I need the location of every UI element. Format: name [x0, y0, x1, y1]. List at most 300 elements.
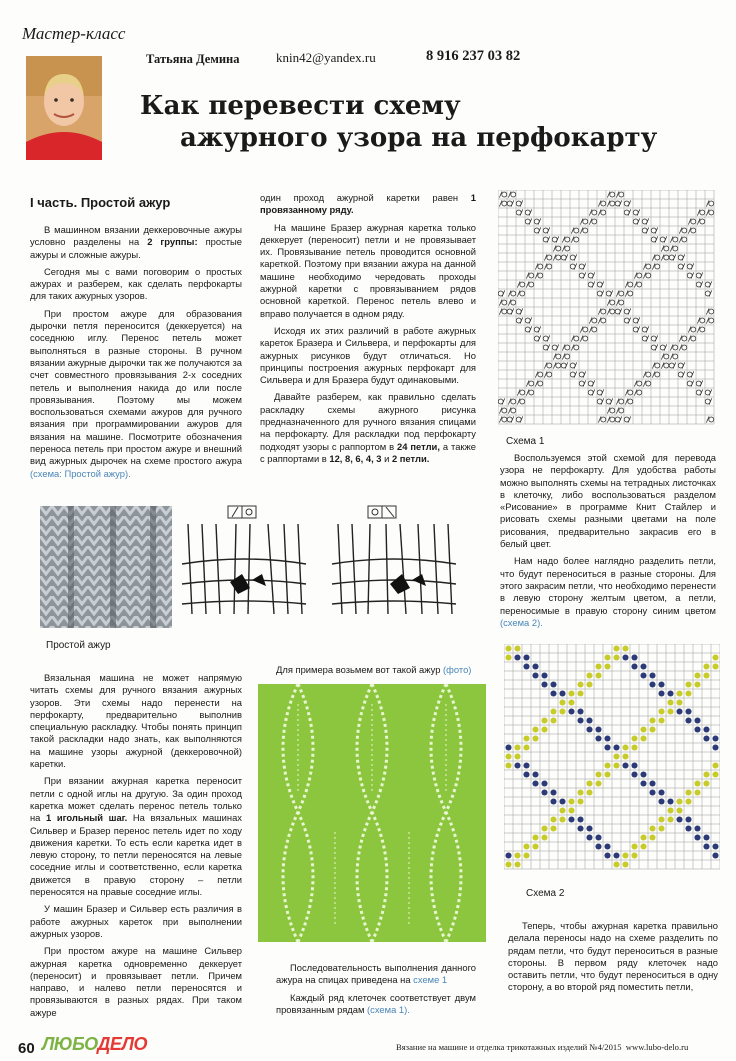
chart-left-transfer	[613, 645, 619, 651]
chart-left-transfer	[712, 771, 718, 777]
text: Для примера возьмем вот такой ажур	[276, 664, 441, 675]
chart-left-transfer	[541, 726, 547, 732]
chart-left-transfer	[631, 843, 637, 849]
text-bold: 1 игольный шаг.	[46, 812, 128, 824]
chart-left-transfer	[568, 798, 574, 804]
chart-right-transfer	[613, 744, 619, 750]
text: Нам надо более наглядно разделить петли, что будут переноситься в разные стороны. Для этого закрасим петли, что необходимо перенести в левую сторону желтым цветом, а петли, переносимые в правую сторону синим цветом	[500, 555, 716, 616]
chart-right-transfer	[685, 816, 691, 822]
chart-left-transfer	[649, 825, 655, 831]
simple-lace-caption: Простой ажур	[46, 640, 111, 651]
chart-right-transfer	[559, 690, 565, 696]
col1-text-top	[30, 224, 242, 485]
chart-left-transfer	[595, 663, 601, 669]
text: При простом ажуре для образования дырочки петля переносится (деккеруется) на соседнюю иглу. Перенос петель может выполняться в разные стороны. В ручном вязании ажурные дырочки так же получаются за счет совместного провязывания 2-х соседних петель и выполнения накида до или после провязывания. Поэтому мы можем воспользоваться схемами ажуров для ручного вязания при программировании ажуров для вязания на машине. Посмотрите обозначения переноса петель при простом ажуре и внешний вид ажурных дырочек на схеме простого ажура	[30, 307, 242, 467]
chart-left-transfer	[667, 807, 673, 813]
chart-yarn-over	[511, 192, 516, 197]
chart-yarn-over	[673, 354, 678, 359]
chart-yarn-over	[547, 264, 552, 269]
chart-yarn-over	[646, 372, 651, 377]
chart-left-transfer	[640, 834, 646, 840]
chart-left-transfer	[712, 762, 718, 768]
chart-right-transfer	[658, 681, 664, 687]
chart-right-transfer	[505, 852, 511, 858]
logo-part-2: ДЕЛО	[97, 1034, 147, 1054]
chart-left-transfer	[523, 744, 529, 750]
chart-left-transfer	[514, 861, 520, 867]
chart-left-transfer	[523, 735, 529, 741]
chart-right-transfer	[532, 771, 538, 777]
chart-yarn-over	[709, 417, 714, 422]
chart-yarn-over	[511, 399, 516, 404]
chart-right-transfer	[595, 735, 601, 741]
chart-right-transfer	[712, 852, 718, 858]
simple-lace-photo	[40, 506, 172, 628]
chart-right-transfer	[541, 672, 547, 678]
chart-yarn-over	[610, 192, 615, 197]
photo-link[interactable]: (фото)	[443, 664, 472, 675]
chart-yarn-over	[502, 300, 507, 305]
scheme-2-grid	[504, 644, 720, 874]
chart-yarn-over	[709, 309, 714, 314]
chart-left-transfer	[568, 807, 574, 813]
chart-left-transfer	[505, 654, 511, 660]
chart-left-transfer	[505, 762, 511, 768]
chart-left-transfer	[559, 699, 565, 705]
page-number: 60	[18, 1040, 35, 1057]
chart-left-transfer	[712, 654, 718, 660]
chart-yarn-over	[709, 210, 714, 215]
chart-right-transfer	[694, 717, 700, 723]
text-bold: 2 группы:	[147, 236, 198, 248]
chart-yarn-over	[619, 408, 624, 413]
col3-paragraph	[500, 555, 716, 629]
chart-left-transfer	[667, 699, 673, 705]
chart-yarn-over	[574, 237, 579, 242]
chart-left-transfer	[712, 663, 718, 669]
chart-yarn-over	[583, 336, 588, 341]
chart-yarn-over	[628, 399, 633, 404]
chart-yarn-over	[646, 264, 651, 269]
footer-journal	[396, 1042, 688, 1052]
chart-left-transfer	[649, 834, 655, 840]
chart-yarn-over	[673, 345, 678, 350]
chart-left-transfer	[694, 681, 700, 687]
col3-text-mid	[500, 452, 716, 634]
chart-left-transfer	[676, 798, 682, 804]
chart-yarn-over	[655, 363, 660, 368]
chart-left-transfer	[622, 753, 628, 759]
chart-left-transfer	[514, 852, 520, 858]
chart-left-transfer	[577, 690, 583, 696]
chart-left-transfer	[622, 861, 628, 867]
chart-left-transfer	[586, 780, 592, 786]
chart-left-transfer	[685, 798, 691, 804]
chart-left-transfer	[595, 780, 601, 786]
chart-right-transfer	[514, 762, 520, 768]
chart-left-transfer	[505, 861, 511, 867]
scheme1-link[interactable]: схеме 1	[413, 974, 448, 986]
magazine-logo	[42, 1034, 147, 1055]
text: Последовательность выполнения данного ажура на спицах приведена на	[276, 962, 476, 986]
chart-yarn-over	[592, 210, 597, 215]
chart-right-transfer	[649, 780, 655, 786]
chart-right-transfer	[694, 825, 700, 831]
chart-right-transfer	[631, 663, 637, 669]
chart-left-transfer	[604, 663, 610, 669]
chart-left-transfer	[541, 717, 547, 723]
chart-yarn-over	[511, 408, 516, 413]
chart-yarn-over	[610, 300, 615, 305]
col2-paragraph: Исходя их этих различий в работе ажурных кареток Бразера и Сильвера, и перфокарты для ажурных рисунков будут отличаться. Но принципы построения ажурных перфокарт для Сильвера и для Бразера будут одинаковыми.	[260, 324, 476, 386]
chart-yarn-over	[619, 291, 624, 296]
chart-yarn-over	[583, 327, 588, 332]
title-line-1: Как перевести схему	[140, 91, 461, 121]
chart-yarn-over	[655, 255, 660, 260]
chart-yarn-over	[511, 291, 516, 296]
col2-paragraph: На машине Бразер ажурная каретка только деккерует (переносит) петли и не провязывает их. Провязывание петель проводится основной кареткой. Поэтому при вязании ажура на данной машине необходимо чередовать проходы ажурной каретки с провязыванием рядов основной кареткой. Перенос петель влево и вправо получается в одном ряду.	[260, 221, 476, 319]
chart-yarn-over	[664, 255, 669, 260]
col2-text-top	[260, 192, 476, 470]
chart-yarn-over	[547, 372, 552, 377]
chart-left-transfer	[532, 843, 538, 849]
chart-right-transfer	[586, 726, 592, 732]
section-label: Мастер-класс	[22, 24, 126, 43]
chart-yarn-over	[538, 381, 543, 386]
chart-yarn-over	[538, 264, 543, 269]
chart-yarn-over	[691, 336, 696, 341]
chart-yarn-over	[538, 372, 543, 377]
chart-right-transfer	[676, 816, 682, 822]
chart-right-transfer	[703, 843, 709, 849]
chart-yarn-over	[583, 219, 588, 224]
chart-right-transfer	[595, 834, 601, 840]
chart-yarn-over	[610, 201, 615, 206]
chart-right-transfer	[586, 825, 592, 831]
chart-left-transfer	[595, 771, 601, 777]
chart-yarn-over	[601, 309, 606, 314]
scheme-2-caption: Схема 2	[526, 888, 565, 899]
chart-yarn-over	[682, 345, 687, 350]
chart-yarn-over	[520, 390, 525, 395]
chart-left-transfer	[703, 780, 709, 786]
chart-yarn-over	[691, 219, 696, 224]
col1-paragraph: Вязальная машина не может напрямую читать схемы для ручного вязания ажурных узоров. Эти схемы надо перенести на перфокарту, предварительно выполнив специальную раскладку. Чтобы понять принцип такой раскладки надо знать, как выполняются на машине узоры ажурной (деккеровочной) каретки.	[30, 672, 242, 770]
chart-right-transfer	[622, 654, 628, 660]
chart-yarn-over	[619, 399, 624, 404]
chart-left-transfer	[622, 645, 628, 651]
chart-yarn-over	[601, 210, 606, 215]
chart-right-transfer	[577, 816, 583, 822]
chart-right-transfer	[649, 789, 655, 795]
part-heading: I часть. Простой ажур	[30, 195, 171, 210]
chart-left-transfer	[523, 843, 529, 849]
chart-yarn-over	[709, 318, 714, 323]
chart-right-transfer	[658, 789, 664, 795]
chart-yarn-over	[502, 192, 507, 197]
chart-left-transfer	[514, 753, 520, 759]
chart-yarn-over	[547, 363, 552, 368]
text-bold: 2 петли.	[391, 452, 430, 464]
col3-paragraph: Теперь, чтобы ажурная каретка правильно делала переносы надо на схеме разделить по рядам петли, что будут переноситься в разные стороны. В первом ряду клеточек надо оставить петли, что будут переноситься в одну сторону, а во второй ряд поместить петли,	[508, 920, 718, 993]
chart-yarn-over	[682, 237, 687, 242]
chart-left-transfer	[514, 744, 520, 750]
chart-yarn-over	[529, 381, 534, 386]
chart-left-transfer	[640, 735, 646, 741]
chart-left-transfer	[613, 762, 619, 768]
chart-left-transfer	[631, 744, 637, 750]
chart-right-transfer	[568, 708, 574, 714]
text-bold: 1 провязанному ряду.	[260, 192, 476, 216]
text: простые ажуры и сложные ажуры.	[30, 236, 243, 260]
chart-yarn-over	[520, 291, 525, 296]
col1-paragraph: У машин Бразер и Сильвер есть различия в работе ажурных кареток при выполнении ажурных узоров.	[30, 903, 242, 939]
chart-yarn-over	[520, 282, 525, 287]
chart-right-transfer	[604, 852, 610, 858]
chart-yarn-over	[646, 381, 651, 386]
chart-left-transfer	[613, 753, 619, 759]
chart-right-transfer	[550, 690, 556, 696]
chart-left-transfer	[694, 780, 700, 786]
chart-yarn-over	[502, 417, 507, 422]
chart-left-transfer	[604, 762, 610, 768]
chart-right-transfer	[613, 852, 619, 858]
col1-paragraph	[30, 775, 242, 898]
chart-right-transfer	[550, 798, 556, 804]
text: Давайте разберем, как правильно сделать раскладку схемы ажурного рисунка предназначенного для ручного вязания спицами на перфокарту. Для раскладки под перфокарту подходят узоры с раппортом в	[260, 391, 476, 452]
chart-right-transfer	[658, 798, 664, 804]
chart-yarn-over	[637, 273, 642, 278]
chart-left-transfer	[577, 798, 583, 804]
chart-left-transfer	[523, 852, 529, 858]
chart-yarn-over	[574, 345, 579, 350]
chart-yarn-over	[529, 390, 534, 395]
journal-name: Вязание на машине и отделка трикотажных изделий №4/2015	[396, 1042, 622, 1052]
chart-left-transfer	[586, 681, 592, 687]
chart-right-transfer	[541, 789, 547, 795]
chart-left-transfer	[532, 735, 538, 741]
chart-right-transfer	[577, 825, 583, 831]
col1-paragraph	[30, 308, 242, 480]
chart-right-transfer	[640, 663, 646, 669]
chart-left-transfer	[703, 663, 709, 669]
chart-left-transfer	[658, 708, 664, 714]
chart-right-transfer	[703, 735, 709, 741]
chart-right-transfer	[676, 708, 682, 714]
chart-right-transfer	[631, 762, 637, 768]
chart-left-transfer	[586, 672, 592, 678]
chart-yarn-over	[601, 201, 606, 206]
chart-yarn-over	[709, 201, 714, 206]
chart-right-transfer	[604, 744, 610, 750]
chart-yarn-over	[502, 201, 507, 206]
chart-left-transfer	[550, 825, 556, 831]
chart-left-transfer	[622, 852, 628, 858]
chart-yarn-over	[610, 408, 615, 413]
chart-left-transfer	[658, 825, 664, 831]
text: а также с раппортами в	[260, 440, 476, 464]
chart-yarn-over	[610, 417, 615, 422]
chart-left-transfer	[550, 816, 556, 822]
chart-yarn-over	[664, 354, 669, 359]
col2-paragraph	[276, 992, 476, 1017]
chart-yarn-over	[619, 192, 624, 197]
chart-right-transfer	[604, 735, 610, 741]
col1-text-bottom	[30, 672, 242, 1024]
chart-yarn-over	[700, 219, 705, 224]
col1-paragraph	[30, 224, 242, 261]
article-title	[140, 90, 700, 154]
chart-yarn-over	[574, 336, 579, 341]
text: один проход ажурной каретки равен	[260, 192, 471, 203]
chart-left-transfer	[685, 681, 691, 687]
chart-yarn-over	[592, 219, 597, 224]
chart-left-transfer	[577, 681, 583, 687]
chart-left-transfer	[604, 654, 610, 660]
chart-yarn-over	[700, 327, 705, 332]
chart-right-transfer	[541, 780, 547, 786]
chart-right-transfer	[523, 771, 529, 777]
chart-left-transfer	[550, 717, 556, 723]
journal-site: www.lubo-delo.ru	[625, 1042, 689, 1052]
chart-right-transfer	[631, 654, 637, 660]
scheme2-link[interactable]: (схема 2).	[500, 616, 543, 628]
chart-right-transfer	[505, 744, 511, 750]
scheme-1-grid	[498, 190, 720, 426]
chart-right-transfer	[685, 708, 691, 714]
chart-right-transfer	[649, 681, 655, 687]
chart-right-transfer	[577, 717, 583, 723]
chart-right-transfer	[685, 717, 691, 723]
chart-right-transfer	[523, 663, 529, 669]
chart-left-transfer	[703, 771, 709, 777]
chart-yarn-over	[520, 399, 525, 404]
chart-yarn-over	[700, 210, 705, 215]
chart-right-transfer	[604, 843, 610, 849]
chart-left-transfer	[622, 744, 628, 750]
author-phone: 8 916 237 03 82	[426, 48, 521, 64]
title-line-2: ажурного узора на перфокарту	[180, 123, 658, 153]
chart-yarn-over	[610, 309, 615, 314]
chart-yarn-over	[601, 318, 606, 323]
chart-left-transfer	[532, 834, 538, 840]
chart-yarn-over	[628, 291, 633, 296]
chart-yarn-over	[637, 390, 642, 395]
chart-left-transfer	[685, 690, 691, 696]
chart-left-transfer	[613, 654, 619, 660]
chart-right-transfer	[541, 681, 547, 687]
chart-left-transfer	[604, 771, 610, 777]
logo-part-1: ЛЮБО	[42, 1034, 98, 1054]
chart-yarn-over	[655, 372, 660, 377]
lace-photo-intro	[276, 664, 471, 675]
chart-left-transfer	[703, 672, 709, 678]
chart-right-transfer	[532, 672, 538, 678]
chart-right-transfer	[712, 735, 718, 741]
text: и	[381, 452, 392, 464]
chart-yarn-over	[502, 408, 507, 413]
chart-right-transfer	[712, 843, 718, 849]
chart-yarn-over	[565, 345, 570, 350]
chart-yarn-over	[691, 228, 696, 233]
author-email: knin42@yandex.ru	[276, 50, 376, 65]
chart-right-transfer	[550, 681, 556, 687]
chart-left-transfer	[631, 735, 637, 741]
text: При вязании ажурная каретка переносит петли с одной иглы на другую. За один проход каретка может сделать перенос петель только на	[30, 775, 242, 824]
chart-left-transfer	[568, 690, 574, 696]
chart-right-transfer	[694, 834, 700, 840]
chart-left-transfer	[505, 645, 511, 651]
chart-yarn-over	[583, 228, 588, 233]
chart-yarn-over	[637, 282, 642, 287]
chart-yarn-over	[637, 381, 642, 386]
chart-yarn-over	[502, 309, 507, 314]
chart-yarn-over	[682, 228, 687, 233]
scheme1-link-2[interactable]: (схема 1).	[367, 1003, 410, 1015]
col3-text-bottom	[508, 920, 718, 999]
chart-left-transfer	[541, 825, 547, 831]
chart-left-transfer	[685, 789, 691, 795]
author-photo	[26, 56, 102, 160]
col2-paragraph	[260, 192, 476, 217]
chart-left-transfer	[649, 726, 655, 732]
chart-yarn-over	[556, 354, 561, 359]
chart-left-transfer	[586, 789, 592, 795]
col2-paragraph	[260, 391, 476, 465]
chart-yarn-over	[556, 363, 561, 368]
chart-left-transfer	[550, 708, 556, 714]
chart-yarn-over	[556, 255, 561, 260]
chart-left-transfer	[559, 807, 565, 813]
col2-text-bottom	[276, 962, 476, 1021]
chart-right-transfer	[694, 726, 700, 732]
chart-yarn-over	[682, 336, 687, 341]
chart-left-transfer	[505, 753, 511, 759]
chart-left-transfer	[640, 843, 646, 849]
chart-yarn-over	[619, 300, 624, 305]
chart-right-transfer	[685, 825, 691, 831]
text: На вязальных машинах Сильвер и Бразер перенос петель идет по ходу движения каретки. То есть если каретка идет в левую сторону, то петли переносятся на левые соседние иглы и соответственно, если каретка движется в правую сторону – петли переносятся на правые соседние иглы.	[30, 812, 242, 898]
chart-left-transfer	[676, 690, 682, 696]
chart-right-transfer	[649, 672, 655, 678]
scheme-1-caption: Схема 1	[506, 436, 545, 447]
chart-left-transfer	[667, 816, 673, 822]
chart-left-transfer	[694, 789, 700, 795]
scheme-link[interactable]: (схема: Простой ажур).	[30, 467, 131, 479]
chart-yarn-over	[628, 282, 633, 287]
chart-right-transfer	[667, 690, 673, 696]
chart-yarn-over	[601, 417, 606, 422]
chart-yarn-over	[574, 228, 579, 233]
chart-left-transfer	[676, 807, 682, 813]
chart-right-transfer	[514, 654, 520, 660]
chart-left-transfer	[631, 852, 637, 858]
chart-right-transfer	[532, 663, 538, 669]
chart-yarn-over	[511, 300, 516, 305]
col3-paragraph: Воспользуемся этой схемой для перевода узора не перфокарту. Для удобства работы можно выполнять схемы на тетрадных листочках в клеточку, либо воспользоваться разделом «Рисование» в программе Книт Стайлер и рисовать схемы разными цветами на поле рисования, предварительно закрасив его в белый цвет.	[500, 452, 716, 550]
lace-stitch-diagram-left	[178, 504, 310, 632]
chart-right-transfer	[631, 771, 637, 777]
chart-right-transfer	[595, 843, 601, 849]
chart-left-transfer	[658, 717, 664, 723]
chart-right-transfer	[568, 816, 574, 822]
col2-paragraph	[276, 962, 476, 987]
chart-right-transfer	[586, 717, 592, 723]
chart-left-transfer	[613, 861, 619, 867]
chart-right-transfer	[550, 789, 556, 795]
chart-right-transfer	[577, 708, 583, 714]
col1-paragraph: Сегодня мы с вами поговорим о простых ажурах и разберем, как сделать перфокарты для таких ажурных узоров.	[30, 265, 242, 302]
